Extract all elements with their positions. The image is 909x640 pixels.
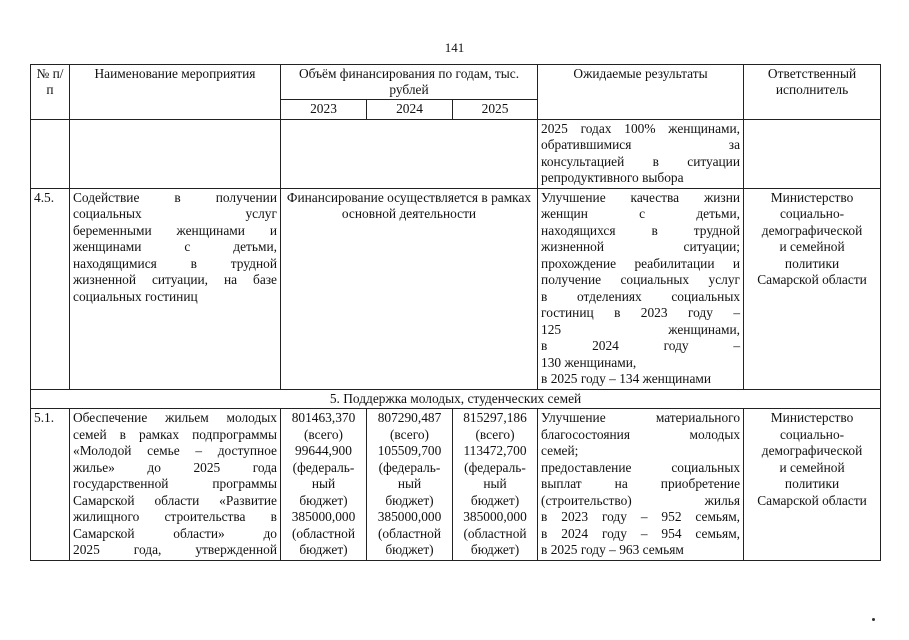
header-results: Ожидаемые результаты <box>538 65 744 120</box>
section-title: 5. Поддержка молодых, студенческих семей <box>31 389 881 409</box>
text-line: политики <box>784 255 840 271</box>
text-line: в 2024 году – <box>541 338 741 353</box>
row-results <box>538 409 744 561</box>
text-line: Обеспечение жильем молодых <box>73 410 277 425</box>
text-line: 130 женщинами, <box>541 354 637 370</box>
text-line: беременными женщинами и <box>73 222 277 238</box>
funding-note: ный <box>397 476 422 491</box>
text-line: Самарской области» до <box>73 525 277 541</box>
text-line: жилищного строительства в <box>73 509 277 524</box>
funding-note: бюджет) <box>470 542 520 557</box>
continuation-funding <box>281 119 538 188</box>
text-line: Улучшение материального <box>541 410 741 425</box>
row-results <box>538 188 744 389</box>
text-line: жилье» до 2025 года <box>73 459 277 475</box>
scan-dot-mark <box>872 618 875 621</box>
header-year-2025: 2025 <box>453 100 538 120</box>
funding-note: ный <box>483 476 507 491</box>
text-line: репродуктивного выбора <box>541 170 684 185</box>
funding-note: бюджет) <box>385 492 434 508</box>
funding-note: (всего) <box>475 426 515 442</box>
funding-value: 99644,900 <box>295 443 352 458</box>
continuation-name <box>70 119 281 188</box>
text-line: женщин с детьми, <box>541 206 741 221</box>
funding-note: бюджет) <box>470 492 520 508</box>
continuation-results <box>538 119 744 188</box>
row-num: 4.5. <box>31 188 70 389</box>
text-line: обратившимися за <box>541 137 741 152</box>
header-year-2024: 2024 <box>367 100 453 120</box>
text-line: выплат на приобретение <box>541 476 741 491</box>
text-line: (строительство) жилья <box>541 492 741 508</box>
text-line: Министерство <box>770 189 854 205</box>
header-row <box>31 65 881 100</box>
funding-note: (всего) <box>303 426 344 442</box>
section-5-row <box>31 389 881 409</box>
funding-note: (областной <box>377 525 442 541</box>
text-line: Министерство <box>770 410 854 425</box>
funding-value: 385000,000 <box>377 509 442 524</box>
text-line: Содействие в получении <box>73 189 277 205</box>
text-line: 2025 годах 100% женщинами, <box>541 120 741 136</box>
text-line: социально- <box>779 426 845 442</box>
text-line: консультацией в ситуации <box>541 153 741 169</box>
text-line: демографической <box>761 443 863 458</box>
text-line: в 2025 году – 134 женщинами <box>541 371 712 386</box>
header-funding: Объём финансирования по годам, тыс. рублей <box>281 65 538 100</box>
funding-note: (федераль- <box>464 459 526 475</box>
row-name <box>70 188 281 389</box>
text-line: демографической <box>761 222 863 238</box>
text-line: предоставление социальных <box>541 459 741 475</box>
funding-note: (федераль- <box>292 459 355 475</box>
continuation-row <box>31 119 881 188</box>
text-line: благосостояния молодых <box>541 426 741 442</box>
text-line: Самарской области «Развитие <box>73 492 277 508</box>
funding-value: 385000,000 <box>291 509 356 524</box>
table-row-5-1 <box>31 409 881 561</box>
text-line: в отделениях социальных <box>541 288 741 304</box>
row-num: 5.1. <box>31 409 70 561</box>
funding-note: (областной <box>291 525 356 541</box>
text-line: «Молодой семье – доступное <box>73 443 277 458</box>
header-year-2023: 2023 <box>281 100 367 120</box>
text-line: социальных гостиниц <box>73 288 198 304</box>
measures-table <box>30 64 881 561</box>
text-line: в 2024 году – 954 семьям, <box>541 525 741 541</box>
funding-2024 <box>367 409 453 561</box>
text-line: находящимися в трудной <box>73 255 277 271</box>
text-line: 2025 года, утвержденной <box>73 542 277 557</box>
funding-2023 <box>281 409 367 561</box>
text-line: 125 женщинами, <box>541 321 741 337</box>
text-line: семей; <box>541 443 579 458</box>
text-line: социальных услуг <box>73 206 277 221</box>
header-num: № п/п <box>31 65 70 120</box>
text-line: получение социальных услуг <box>541 272 741 287</box>
text-line: в 2025 году – 963 семьям <box>541 542 684 557</box>
text-line: и семейной <box>779 459 845 475</box>
header-name: Наименование мероприятия <box>70 65 281 120</box>
funding-note: бюджет) <box>299 492 348 508</box>
continuation-num <box>31 119 70 188</box>
funding-2025 <box>453 409 538 561</box>
text-line: семей в рамках подпрограммы <box>73 426 277 442</box>
table-row-4-5 <box>31 188 881 389</box>
text-line: социально- <box>779 206 845 221</box>
funding-note: бюджет) <box>385 542 434 557</box>
header-responsible: Ответственный исполнитель <box>744 65 881 120</box>
funding-value: 113472,700 <box>463 443 527 458</box>
funding-note: бюджет) <box>299 542 348 557</box>
text-line: находящихся в трудной <box>541 222 741 238</box>
text-line: политики <box>784 476 840 491</box>
text-line: Улучшение качества жизни <box>541 189 741 205</box>
text-line: жизненной ситуации; <box>541 239 741 254</box>
funding-note: ный <box>311 476 336 491</box>
text-line: в 2023 году – 952 семьям, <box>541 509 741 524</box>
text-line: жизненной ситуации, на базе <box>73 272 277 287</box>
row-responsible <box>744 188 881 389</box>
funding-note: (всего) <box>389 426 430 442</box>
funding-note: (федераль- <box>378 459 441 475</box>
row-funding: Финансирование осуществляется в рамках основной деятельности <box>281 188 538 389</box>
continuation-responsible <box>744 119 881 188</box>
funding-value: 801463,370 <box>291 410 356 425</box>
row-responsible <box>744 409 881 561</box>
text-line: и семейной <box>779 239 845 254</box>
text-line: прохождение реабилитации и <box>541 255 741 271</box>
row-name <box>70 409 281 561</box>
funding-value: 385000,000 <box>463 509 527 524</box>
text-line: государственной программы <box>73 476 277 491</box>
text-line: Самарской области <box>757 492 867 508</box>
text-line: гостиниц в 2023 году – <box>541 305 741 320</box>
page-number: 141 <box>444 40 465 55</box>
text-line: Самарской области <box>757 272 867 287</box>
funding-note: (областной <box>463 525 527 541</box>
text-line: женщинами с детьми, <box>73 239 277 254</box>
funding-value: 105509,700 <box>377 443 442 458</box>
funding-value: 807290,487 <box>377 410 442 425</box>
funding-value: 815297,186 <box>463 410 527 425</box>
